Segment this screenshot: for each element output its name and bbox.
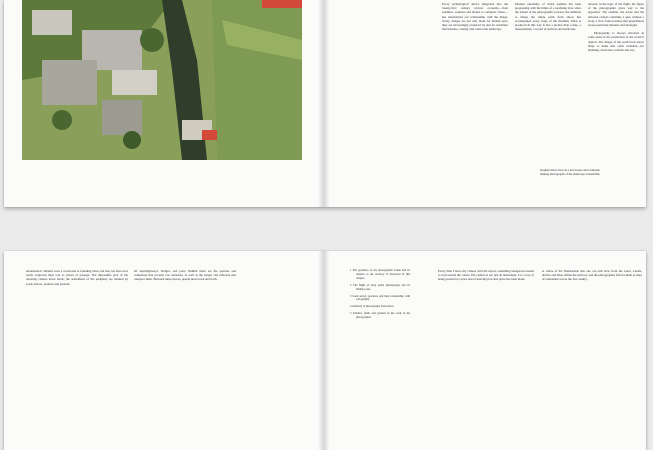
footnote: 5 Suburbs, fields and gardens in the work of the photographer. bbox=[350, 312, 410, 320]
spine-gutter bbox=[318, 251, 330, 450]
paragraph: Every time I leave my camera with the tripod, something unexpected seems to wait around the corner. The camera is not just an instrument, it is a way of being present in a place and of noticing how that place has been made. bbox=[438, 269, 534, 282]
article-column-2 bbox=[134, 269, 236, 445]
paragraph: urbanization. Suburbs were a crossroads to founding cities, but may not have ever really outgrown their role as places of passage. The impossible goal of the traveling camera never holds; the settlements of the periphery are marked by roads, fences, pastures and gardens. bbox=[26, 269, 128, 286]
article-column-3 bbox=[588, 2, 644, 178]
author-note: Stephen Shore lives in a new house and continues making photographs of the landscape around him. bbox=[540, 168, 601, 176]
paragraph: Every technological device integrated into the twenty-first century picture economy—from satellites, scanners and drones to computer vision—has transformed our relationship with the image. Today, images are not only made for human eyes; they are increasingly produced by and for machines that measure, classify and control the landscape. bbox=[442, 2, 508, 32]
paragraph: Of superhighways, bridges, and ports. Behind them are the quarries and complexes that provide raw materials, as well as the barges and railroads that transport them. Between these spaces, people move back and forth. bbox=[134, 269, 236, 282]
paragraph: Photography is always involved in some sense in the production of the world it depicts. The image of the earth from above helps to make that earth available—for planning, extraction, tourism and war. bbox=[588, 31, 644, 53]
paragraph: Abroad, in the logic of the flight, the figure of the photographer gives way to the apparatus. The satellite, the drone and the airborne camera constitute a gaze without a body, a view from nowhere that nevertheless serves particular interests and strategies. bbox=[588, 2, 644, 28]
paragraph: at whole of the Netherlands that one can still view from the water. Canals, ditches and dikes define the territory, and the photographer follows them as lines of orientation across the flat country. bbox=[542, 269, 642, 282]
spine-gutter bbox=[318, 0, 330, 207]
article-column-3 bbox=[438, 269, 534, 445]
footnote: 2 The flight of early aerial photography and its military uses. bbox=[350, 283, 410, 291]
footnote: 4 A history of photography from above. bbox=[350, 305, 395, 309]
article-column-1 bbox=[442, 2, 508, 178]
footnotes-column bbox=[350, 269, 410, 445]
footnote: 1 The geometry of the photographic frame and its relation to the territory is discussed in this chapter. bbox=[350, 269, 410, 280]
article-column-2 bbox=[515, 2, 581, 178]
top-spread bbox=[4, 0, 646, 207]
bottom-spread bbox=[4, 251, 646, 450]
footnote: 3 Land survey practices and their relationship with cartography. bbox=[350, 294, 410, 302]
article-column-4 bbox=[542, 269, 642, 445]
article-column-1 bbox=[26, 269, 128, 445]
aerial-village-photo-icon bbox=[22, 0, 302, 160]
paragraph: Modern rationality of visual regimes has been progressing with the limits of a totalizing view since the advent of the photographic process; the ambition to image the whole earth from above has accompanied every stage of the medium. What is produced in this way is less a picture than a map, a measurement, a record of surfaces and territories. bbox=[515, 2, 581, 32]
